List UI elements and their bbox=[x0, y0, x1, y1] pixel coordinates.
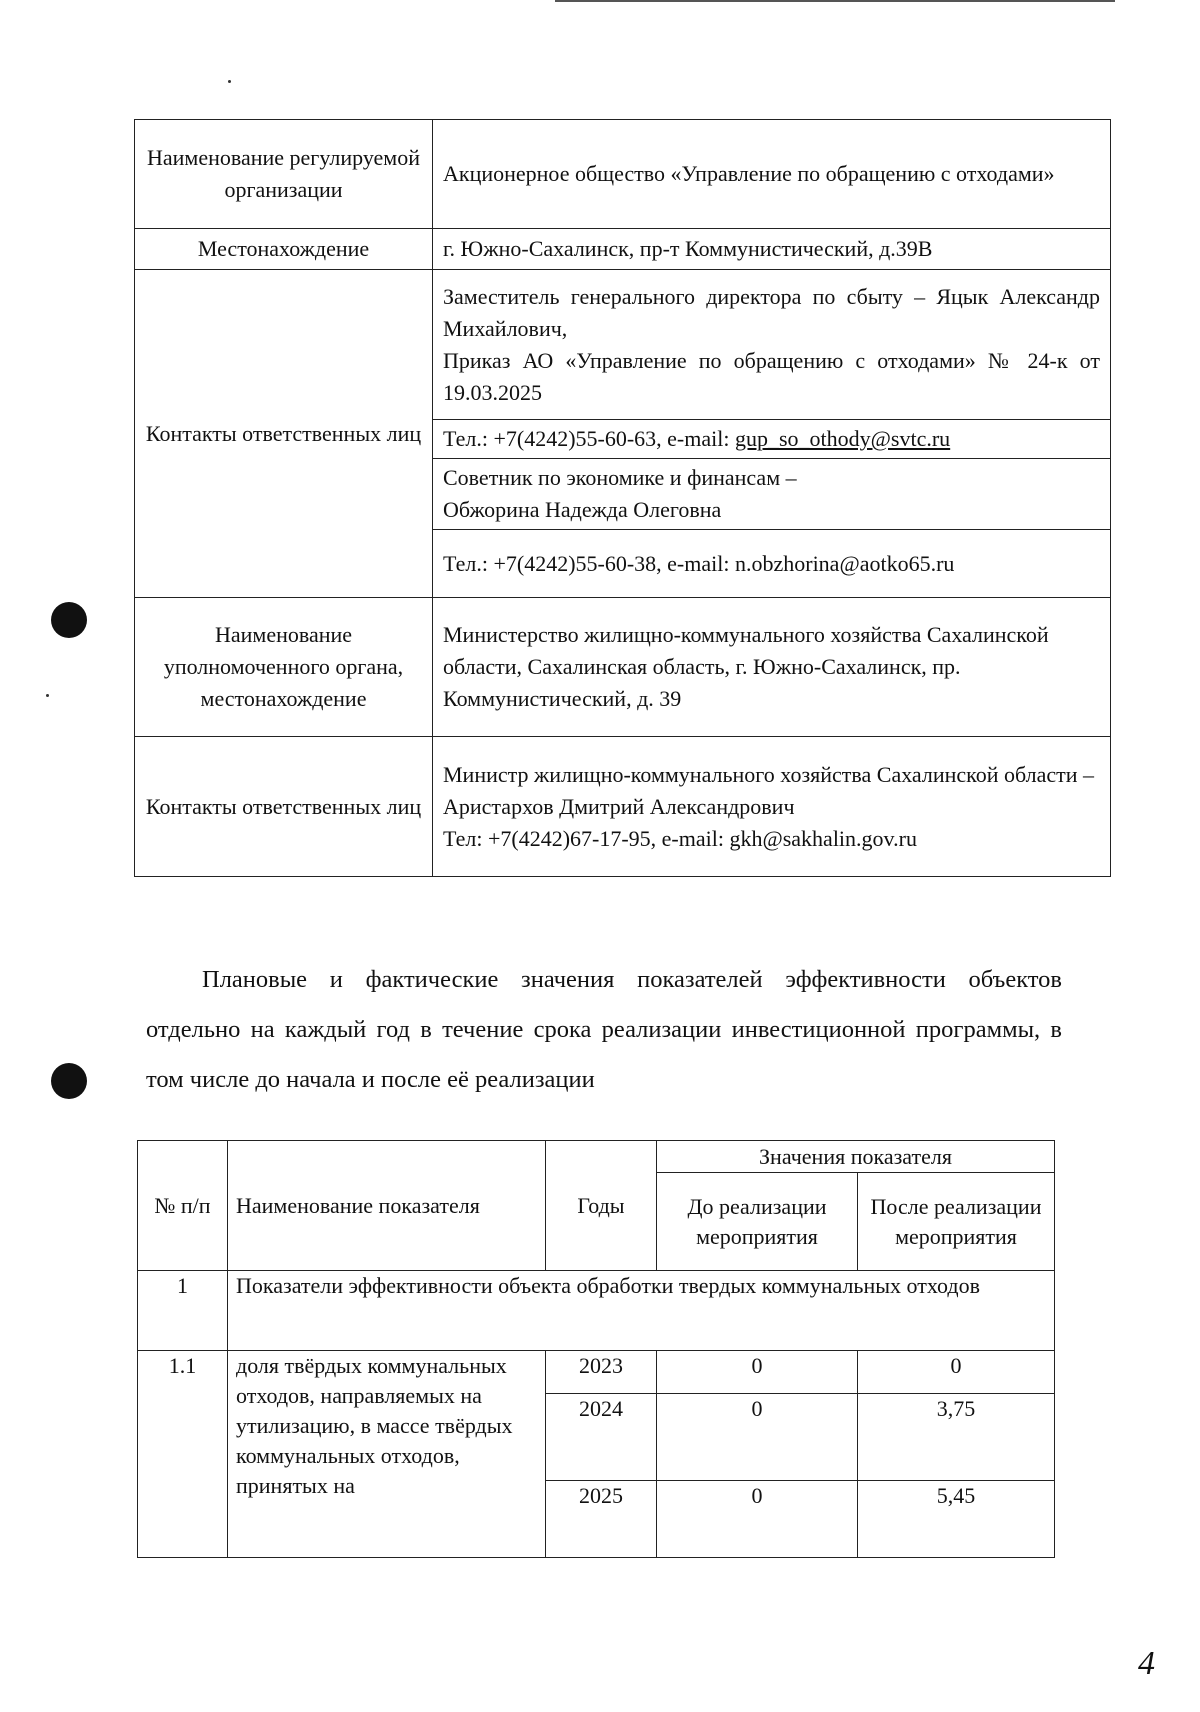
header-before: До реализации мероприятия bbox=[657, 1173, 858, 1271]
header-after: После реализации мероприятия bbox=[858, 1173, 1055, 1271]
table-header-row bbox=[138, 1141, 1055, 1173]
item-name: доля твёрдых коммунальных отходов, направляемых на утилизацию, в массе твёрдых коммунальных отходов, принятых на bbox=[228, 1351, 546, 1558]
header-values-group: Значения показателя bbox=[657, 1141, 1055, 1173]
location-value: г. Южно-Сахалинск, пр-т Коммунистический, д.39В bbox=[433, 229, 1111, 270]
section-heading: Плановые и фактические значения показателей эффективности объектов отдельно на каждый год в течение срока реализации инвестиционной программы, в том числе до начала и после её реализации bbox=[146, 966, 1062, 1093]
location-label: Местонахождение bbox=[135, 229, 433, 270]
org-name-value: Акционерное общество «Управление по обращению с отходами» bbox=[433, 120, 1111, 229]
contact-1-details bbox=[433, 270, 1111, 420]
after-value: 0 bbox=[858, 1351, 1055, 1394]
year-cell: 2025 bbox=[546, 1481, 657, 1558]
authority-contacts-label: Контакты ответственных лиц bbox=[135, 737, 433, 877]
after-value: 3,75 bbox=[858, 1394, 1055, 1481]
indicators-table bbox=[137, 1140, 1055, 1558]
header-name: Наименование показателя bbox=[228, 1141, 546, 1271]
table-row bbox=[135, 270, 1111, 420]
table-row bbox=[135, 229, 1111, 270]
item-num: 1.1 bbox=[138, 1351, 228, 1558]
scan-edge-line bbox=[555, 0, 1115, 2]
page-mark: 4 bbox=[1138, 1645, 1155, 1682]
contacts-label: Контакты ответственных лиц bbox=[135, 270, 433, 598]
contact-1-position: Заместитель генерального директора по сбыту – Яцык Александр Михайлович, bbox=[443, 283, 1100, 341]
before-value: 0 bbox=[657, 1481, 858, 1558]
after-value: 5,45 bbox=[858, 1481, 1055, 1558]
authority-contact-person: Министр жилищно-коммунального хозяйства Сахалинской области – Аристархов Дмитрий Александрович bbox=[443, 761, 1095, 819]
contact-2-details bbox=[433, 459, 1111, 530]
org-name-label: Наименование регулируемой организации bbox=[135, 120, 433, 229]
scan-speck bbox=[228, 80, 231, 83]
contact-2-position: Советник по экономике и финансам – bbox=[443, 465, 797, 490]
header-num: № п/п bbox=[138, 1141, 228, 1271]
table-row bbox=[135, 737, 1111, 877]
punch-hole bbox=[51, 1063, 87, 1099]
scan-speck bbox=[46, 694, 49, 697]
contact-1-phone-cell bbox=[433, 420, 1111, 459]
punch-hole bbox=[51, 602, 87, 638]
contact-2-name: Обжорина Надежда Олеговна bbox=[443, 497, 722, 522]
contact-1-order: Приказ АО «Управление по обращению с отходами» № 24-к от 19.03.2025 bbox=[443, 347, 1100, 405]
before-value: 0 bbox=[657, 1351, 858, 1394]
authority-value: Министерство жилищно-коммунального хозяйства Сахалинской области, Сахалинская область, г. Южно-Сахалинск, пр. Коммунистический, д. 39 bbox=[433, 598, 1111, 737]
group-title: Показатели эффективности объекта обработки твердых коммунальных отходов bbox=[228, 1271, 1055, 1351]
year-cell: 2023 bbox=[546, 1351, 657, 1394]
group-num: 1 bbox=[138, 1271, 228, 1351]
table-row bbox=[138, 1271, 1055, 1351]
authority-contact-details bbox=[433, 737, 1111, 877]
organization-info-table bbox=[134, 119, 1111, 877]
year-cell: 2024 bbox=[546, 1394, 657, 1481]
table-row bbox=[138, 1351, 1055, 1394]
table-row bbox=[135, 120, 1111, 229]
table-row bbox=[135, 598, 1111, 737]
contact-1-phone: Тел.: +7(4242)55-60-63, e-mail: bbox=[443, 426, 735, 451]
before-value: 0 bbox=[657, 1394, 858, 1481]
contact-2-phone: Тел.: +7(4242)55-60-38, e-mail: n.obzhorina@aotko65.ru bbox=[433, 530, 1111, 598]
authority-label: Наименование уполномоченного органа, местонахождение bbox=[135, 598, 433, 737]
authority-contact-phone: Тел: +7(4242)67-17-95, e-mail: gkh@sakhalin.gov.ru bbox=[443, 825, 917, 851]
header-years: Годы bbox=[546, 1141, 657, 1271]
contact-1-email-link[interactable]: gup_so_othody@svtc.ru bbox=[734, 426, 951, 451]
